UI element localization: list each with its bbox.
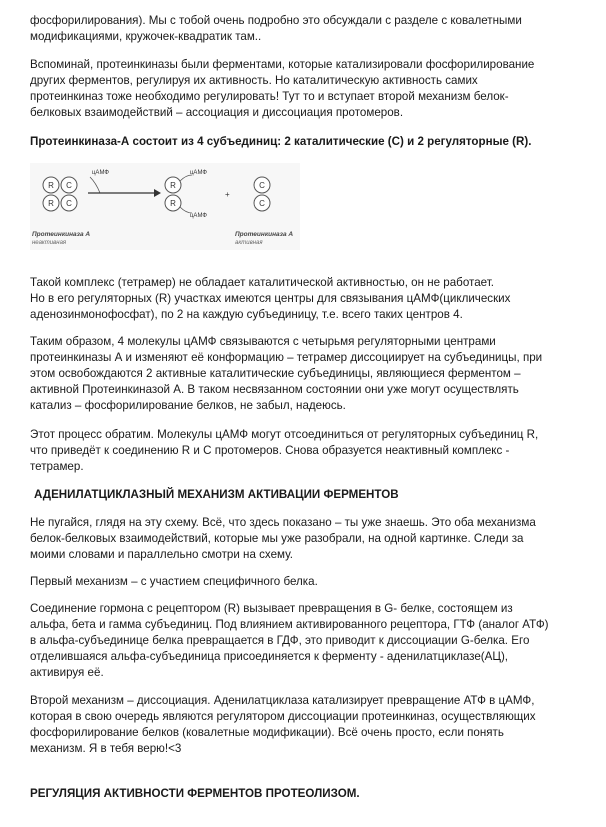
camp-label: цАМФ bbox=[92, 170, 109, 176]
text-line: Первый механизм – с участием специфичного белка. bbox=[30, 575, 318, 588]
text-line: механизм. Я в тебя верю!<3 bbox=[30, 742, 182, 755]
text-line: Но в его регуляторных (R) участках имеются центры для связывания цАМФ(циклических bbox=[30, 292, 511, 305]
text-line: Таким образом, 4 молекулы цАМФ связываются с четырьмя регуляторными центрами bbox=[30, 335, 496, 348]
c-label: C bbox=[66, 199, 72, 208]
camp-branch bbox=[90, 177, 100, 193]
text-line: Не пугайся, глядя на эту схему. Всё, что здесь показано – ты уже знаешь. Это оба механизма bbox=[30, 516, 536, 529]
right-caption: Протеинкиназа А bbox=[235, 231, 294, 238]
text-line: фосфорилирование белков (ковалетные модификации). Всё очень просто, если понять bbox=[30, 726, 504, 739]
text-line: протеинкиназ тоже необходимо регулировать! Тут то и вступает второй механизм белок- bbox=[30, 90, 509, 103]
r-label: R bbox=[170, 199, 176, 208]
section-heading: РЕГУЛЯЦИЯ АКТИВНОСТИ ФЕРМЕНТОВ ПРОТЕОЛИЗОМ. bbox=[30, 787, 360, 800]
protein-kinase-figure bbox=[30, 163, 300, 250]
c-label: C bbox=[259, 199, 265, 208]
camp-label: цАМФ bbox=[190, 170, 207, 176]
text-line: белковых взаимодействий – ассоциация и диссоциация протомеров. bbox=[30, 106, 404, 119]
text-line: Этот процесс обратим. Молекулы цАМФ могут отсоединиться от регуляторных субъединиц R, bbox=[30, 428, 539, 441]
text-line: Второй механизм – диссоциация. Аденилатциклаза катализирует превращение АТФ в цАМФ, bbox=[30, 694, 535, 707]
text-line: активной Протеинкиназой А. В таком несвязанном состоянии они уже могут осуществлять bbox=[30, 383, 519, 396]
text-line: модификациями, кружочек-квадратик там.. bbox=[30, 30, 262, 43]
text-line: других ферментов, регулируя их активность. Но каталитическую активность самих bbox=[30, 74, 478, 87]
r-label: R bbox=[48, 199, 54, 208]
bold-statement: Протеинкиназа-А состоит из 4 субъединиц: 2 каталитические (С) и 2 регуляторные (R). bbox=[30, 135, 532, 148]
text-line: Соединение гормона с рецептором (R) вызывает превращения в G- белке, состоящем из bbox=[30, 602, 513, 615]
text-line: белок-белковых взаимодействий, которые мы уже разобрали, на одной картинке. Следи за bbox=[30, 532, 524, 545]
text-line: тетрамер. bbox=[30, 460, 84, 473]
text-line: Такой комплекс (тетрамер) не обладает каталитической активностью, он не работает. bbox=[30, 276, 494, 289]
text-line: катализ – фосфорилирование белков, не забыл, надеюсь. bbox=[30, 399, 346, 412]
arrow-head-icon bbox=[154, 189, 161, 197]
text-line: фосфорилирования). Мы с тобой очень подробно это обсуждали с разделе с ковалетными bbox=[30, 14, 522, 27]
left-caption: Протеинкиназа А bbox=[32, 231, 91, 238]
plus-sign: + bbox=[225, 190, 230, 199]
r-label: R bbox=[170, 181, 176, 190]
text-line: в альфа-субъединице белка превращается в ГДФ, это приводит к диссоциации G-белка. Его bbox=[30, 634, 530, 647]
text-line: альфа, бета и гамма субъединиц. Под влиянием активированного рецептора, ГТФ (аналог АТФ) bbox=[30, 618, 549, 631]
text-line: активируя её. bbox=[30, 666, 104, 679]
text-line: аденозинмонофосфат), по 2 на каждую субъединицу, т.е. всего таких центров 4. bbox=[30, 308, 463, 321]
right-state: активная bbox=[235, 240, 263, 246]
section-heading: АДЕНИЛАТЦИКЛАЗНЫЙ МЕХАНИЗМ АКТИВАЦИИ ФЕРМЕНТОВ bbox=[34, 488, 399, 501]
text-line: моими словами и параллельно смотри на схему. bbox=[30, 548, 293, 561]
text-line: которая в свою очередь являются регулятором диссоциации протеинкиназ, осуществляющих bbox=[30, 710, 536, 723]
text-line: Вспоминай, протеинкиназы были ферментами, которые катализировали фосфорилирование bbox=[30, 58, 535, 71]
r-label: R bbox=[48, 181, 54, 190]
c-label: C bbox=[66, 181, 72, 190]
text-line: отделившаяся альфа-субъединица присоединяется к ферменту - аденилатциклазе(АЦ), bbox=[30, 650, 509, 663]
text-line: этом освобождаются 2 активные каталитические субъединицы, являющиеся ферментом – bbox=[30, 367, 521, 380]
c-label: C bbox=[259, 181, 265, 190]
text-line: что приведёт к соединению R и С протомеров. Снова образуется неактивный комплекс - bbox=[30, 444, 510, 457]
text-line: протеинкиназы А и изменяют её конформацию – тетрамер диссоциирует на субъединицы, при bbox=[30, 351, 543, 364]
left-state: неактивная bbox=[32, 240, 67, 246]
camp-label: цАМФ bbox=[190, 213, 207, 219]
